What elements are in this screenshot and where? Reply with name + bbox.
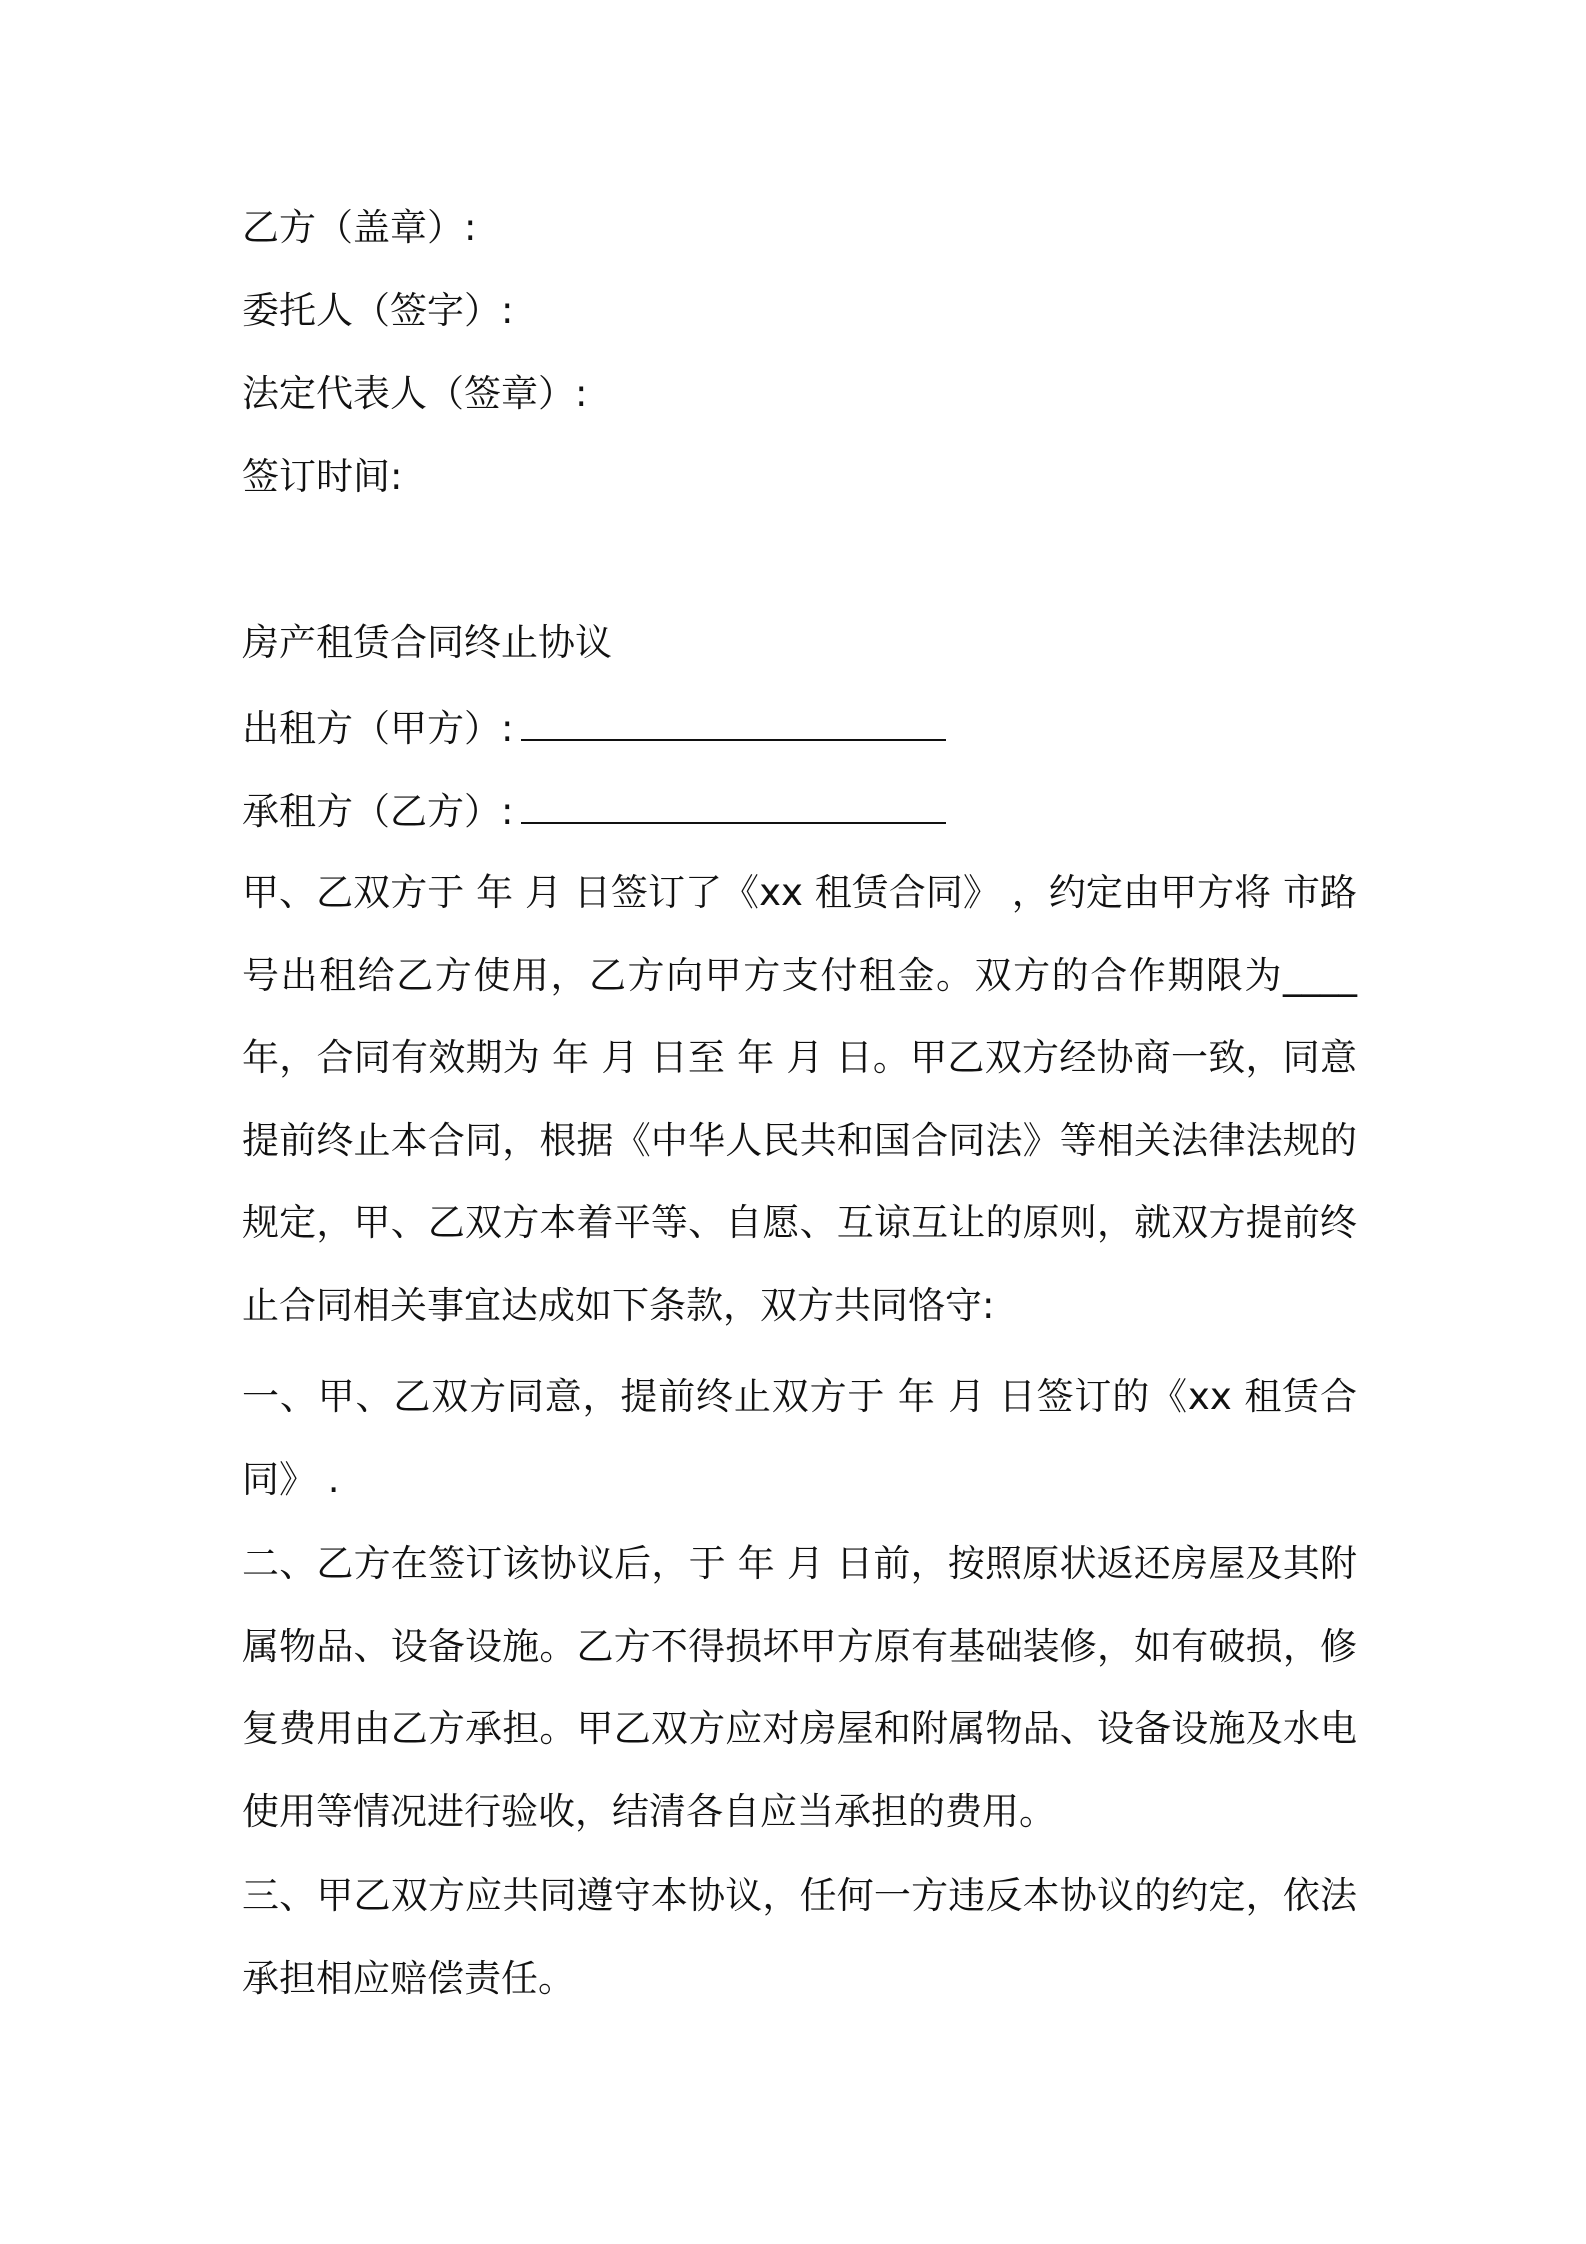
clause-2: 二、乙方在签订该协议后，于 年 月 日前，按照原状返还房屋及其附属物品、设备设施。乙方不得损坏甲方原有基础装修，如有破损，修复费用由乙方承担。甲乙双方应对房屋和附属物品、设备设施及水电使用等情况进行验收，结清各自应当承担的费用。 bbox=[242, 1542, 1357, 1833]
clause-1: 一、甲、乙双方同意，提前终止双方于 年 月 日签订的《xx 租赁合同》 . bbox=[242, 1375, 1357, 1501]
lessee-label: 承租方（乙方）: bbox=[242, 790, 514, 833]
lessor-line bbox=[242, 703, 946, 753]
agreement-title: 房产租赁合同终止协议 bbox=[242, 621, 612, 664]
agent-signature-label: 委托人（签字）: bbox=[242, 289, 514, 332]
lessor-blank bbox=[521, 703, 946, 741]
clause-3: 三、甲乙双方应共同遵守本协议，任何一方违反本协议的约定，依法承担相应赔偿责任。 bbox=[242, 1874, 1357, 2000]
lessor-label: 出租方（甲方）: bbox=[242, 707, 514, 750]
preamble-paragraph: 甲、乙双方于 年 月 日签订了《xx 租赁合同》 ，约定由甲方将 市路 号出租给乙方使用，乙方向甲方支付租金。双方的合作期限为____年，合同有效期为 年 月 日至 年 月 日。甲乙双方经协商一致，同意提前终止本合同，根据《中华人民共和国合同法》等相关法律法规的规定，甲、乙双方本着平等、自愿、互谅互让的原则，就双方提前终止合同相关事宜达成如下条款，双方共同恪守: bbox=[242, 871, 1357, 1327]
party-b-seal-label: 乙方（盖章）: bbox=[242, 206, 477, 249]
lessee-line bbox=[242, 786, 946, 836]
lessee-blank bbox=[521, 786, 946, 824]
signing-date-label: 签订时间: bbox=[242, 455, 403, 498]
legal-representative-label: 法定代表人（签章）: bbox=[242, 372, 588, 415]
